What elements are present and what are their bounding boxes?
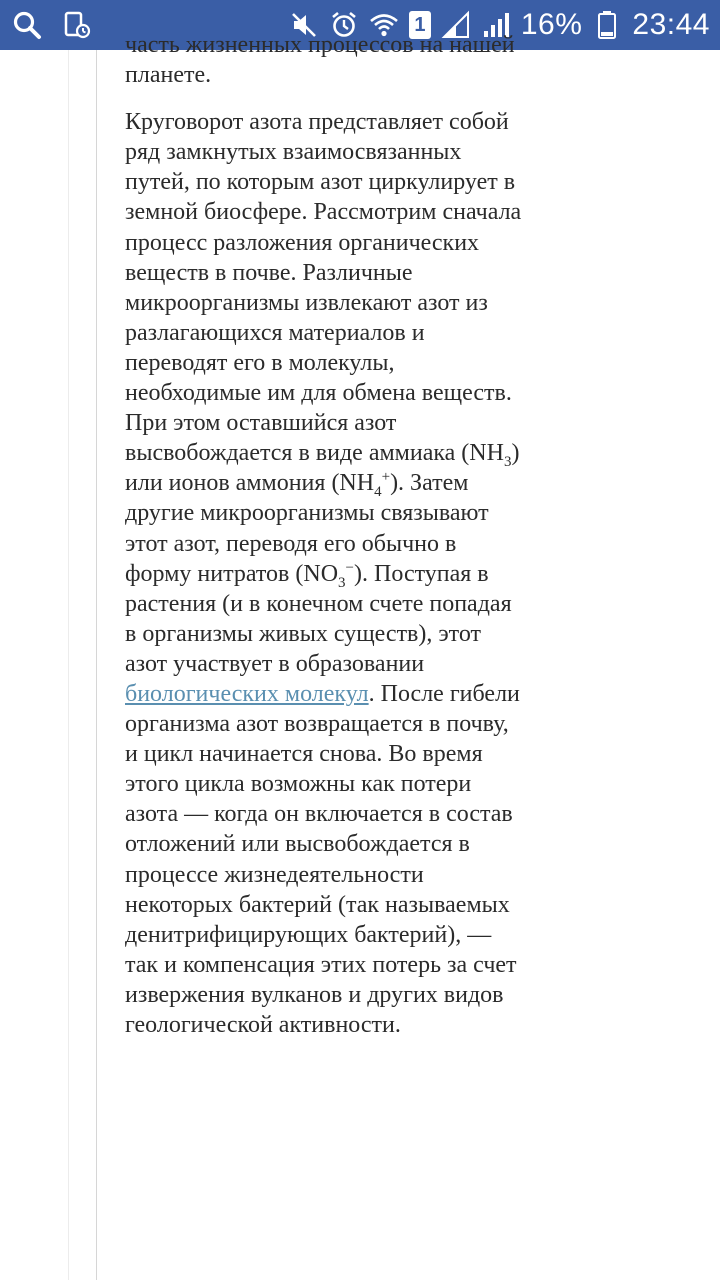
subscript: 4 xyxy=(374,484,382,501)
search-icon[interactable] xyxy=(12,10,42,40)
biological-molecules-link[interactable]: биологических молекул xyxy=(125,680,369,707)
sim-icon: 1 xyxy=(409,11,431,39)
screenshot-icon xyxy=(62,10,92,40)
status-bar-left xyxy=(12,8,92,42)
text-run: ). Затем другие микроорганизмы связывают этот азот, переводя его обычно в форму нитратов (NO xyxy=(125,470,489,587)
subscript: 3 xyxy=(338,574,346,591)
clock: 23:44 xyxy=(632,8,710,41)
text-run: . После гибели организма азот возвращается в почву, и цикл начинается снова. Во время этого цикла возможны как потери азота — когда он включается в состав отложений или высвобождается в процессе жизнедеятельности некоторых бактерий (так называемых денитрифицирующих бактерий), — так и компенсация этих потерь за счет извержения вулканов и других видов геологической активности. xyxy=(125,680,520,1038)
battery-icon xyxy=(592,10,622,40)
battery-percent: 16% xyxy=(520,8,583,41)
article-page xyxy=(0,32,720,1280)
superscript: − xyxy=(345,559,355,576)
left-margin-rule xyxy=(68,50,69,1280)
text-run: Круговорот азота представляет собой ряд замкнутых взаимосвязанных путей, по которым азот циркулирует в земной биосфере. Рассмотрим сначала процесс разложения органических веществ в почве. Различные микроорганизмы извлекают азот из разлагающихся материалов и переводят его в молекулы, необходимые им для обмена веществ. При этом оставшийся азот высвобождается в виде аммиака (NH xyxy=(125,109,522,467)
article-body xyxy=(125,30,525,1040)
content-margin-rule xyxy=(96,50,97,1280)
text-run: ) или ионов аммония (NH xyxy=(125,440,520,497)
text-run: ). Поступая в растения (и в конечном счете попадая в организмы живых существ), этот азот участвует в образовании xyxy=(125,560,512,677)
paragraph xyxy=(125,107,525,1040)
superscript: + xyxy=(381,469,391,486)
paragraph: часть жизненных процессов на нашей планете. xyxy=(125,32,515,89)
subscript: 3 xyxy=(503,454,512,471)
